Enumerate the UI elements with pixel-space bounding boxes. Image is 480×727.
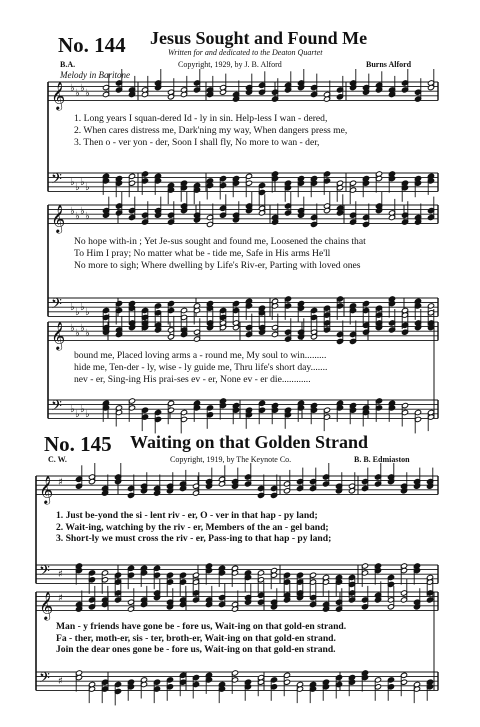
key-signature: ♭	[80, 302, 85, 313]
bass-clef: 𝄢	[51, 398, 62, 418]
key-signature: ♭	[70, 302, 75, 313]
key-signature: ♭	[70, 404, 75, 415]
treble-clef: 𝄞	[39, 475, 54, 504]
hymn-144-initials: B.A.	[60, 60, 76, 69]
lyric-line: 2. When cares distress me, Dark'ning my way, When dangers press me,	[74, 125, 348, 136]
hymn-144-title: Jesus Sought and Found Me	[150, 28, 368, 48]
key-signature: ♭	[70, 83, 75, 94]
key-signature: ♭	[75, 182, 80, 193]
bass-clef: 𝄢	[51, 296, 62, 316]
lyric-line: 3. Then o - ver yon - der, Soon I shall fly, No more to wan - der,	[74, 137, 320, 148]
lyric-line: No hope with-in ; Yet Je-sus sought and found me, Loosened the chains that	[74, 236, 366, 247]
key-signature: ♯	[58, 569, 63, 580]
key-signature: ♭	[80, 404, 85, 415]
lyric-line: Join the dear ones gone be - fore us, Wait-ing on that gold-en strand.	[56, 644, 336, 655]
key-signature: ♭	[70, 323, 75, 334]
lyric-line: 1. Just be-yond the si - lent riv - er, O - ver in that hap - py land;	[56, 510, 318, 521]
key-signature: ♭	[70, 177, 75, 188]
hymn-144-melody-note: Melody in Baritone	[60, 70, 130, 80]
key-signature: ♭	[85, 182, 90, 193]
key-signature: ♭	[85, 88, 90, 99]
hymn-145-number: No. 145	[44, 432, 112, 456]
key-signature: ♭	[75, 211, 80, 222]
lyric-line: Fa - ther, moth-er, sis - ter, broth-er, Wait-ing on that gold-en strand.	[56, 632, 336, 644]
hymn-144-copyright: Copyright, 1929, by J. B. Alford	[178, 60, 282, 69]
key-signature: ♭	[80, 83, 85, 94]
lyric-line: bound me, Placed loving arms a - round me, My soul to win.........	[74, 350, 327, 361]
key-signature: ♭	[80, 206, 85, 217]
treble-clef: 𝄞	[51, 81, 66, 110]
lyric-line: Man - y friends have gone be - fore us, Wait-ing on that gold-en strand.	[56, 621, 347, 632]
key-signature: ♭	[75, 88, 80, 99]
lyric-line: nev - er, Sing-ing His prai-ses ev - er, None ev - er die............	[74, 374, 311, 385]
key-signature: ♯	[58, 477, 63, 488]
treble-clef: 𝄞	[39, 591, 54, 620]
key-signature: ♯	[58, 676, 63, 687]
lyric-line: 1. Long years I squan-dered Id - ly in sin. Help-less I wan - dered,	[74, 113, 328, 124]
lyric-line: 2. Wait-ing, watching by the riv - er, Members of the an - gel band;	[56, 521, 329, 533]
key-signature: ♭	[70, 206, 75, 217]
lyric-line: 3. Short-ly we must cross the riv - er, Pass-ing to that hap - py land;	[56, 533, 332, 544]
key-signature: ♭	[85, 211, 90, 222]
key-signature: ♭	[75, 328, 80, 339]
key-signature: ♭	[75, 307, 80, 318]
key-signature: ♯	[58, 593, 63, 604]
treble-clef: 𝄞	[51, 204, 66, 233]
bass-clef: 𝄢	[51, 171, 62, 191]
hymn-144-number: No. 144	[58, 33, 126, 57]
lyric-line: No more to sigh; Where dwelling by Life's Riv-er, Parting with loved ones	[74, 260, 361, 271]
bass-clef: 𝄢	[39, 563, 50, 583]
key-signature: ♭	[85, 409, 90, 420]
hymn-144-author: Burns Alford	[366, 60, 412, 69]
hymn-144-dedication: Written for and dedicated to the Deaton Quartet	[168, 48, 323, 57]
lyric-line: To Him I pray; No matter what be - tide me, Safe in His arms He'll	[74, 248, 331, 259]
key-signature: ♭	[85, 307, 90, 318]
key-signature: ♭	[75, 409, 80, 420]
hymn-145-title: Waiting on that Golden Strand	[130, 432, 369, 452]
key-signature: ♭	[80, 177, 85, 188]
key-signature: ♭	[80, 323, 85, 334]
hymn-145-initials: C. W.	[48, 455, 67, 464]
hymn-145-copyright: Copyright, 1919, by The Keynote Co.	[170, 455, 292, 464]
bass-clef: 𝄢	[39, 670, 50, 690]
hymn-145-author: B. B. Edmiaston	[354, 455, 410, 464]
lyric-line: hide me, Ten-der - ly, wise - ly guide me, Thru life's short day.......	[74, 362, 328, 373]
treble-clef: 𝄞	[51, 321, 66, 350]
key-signature: ♭	[85, 328, 90, 339]
